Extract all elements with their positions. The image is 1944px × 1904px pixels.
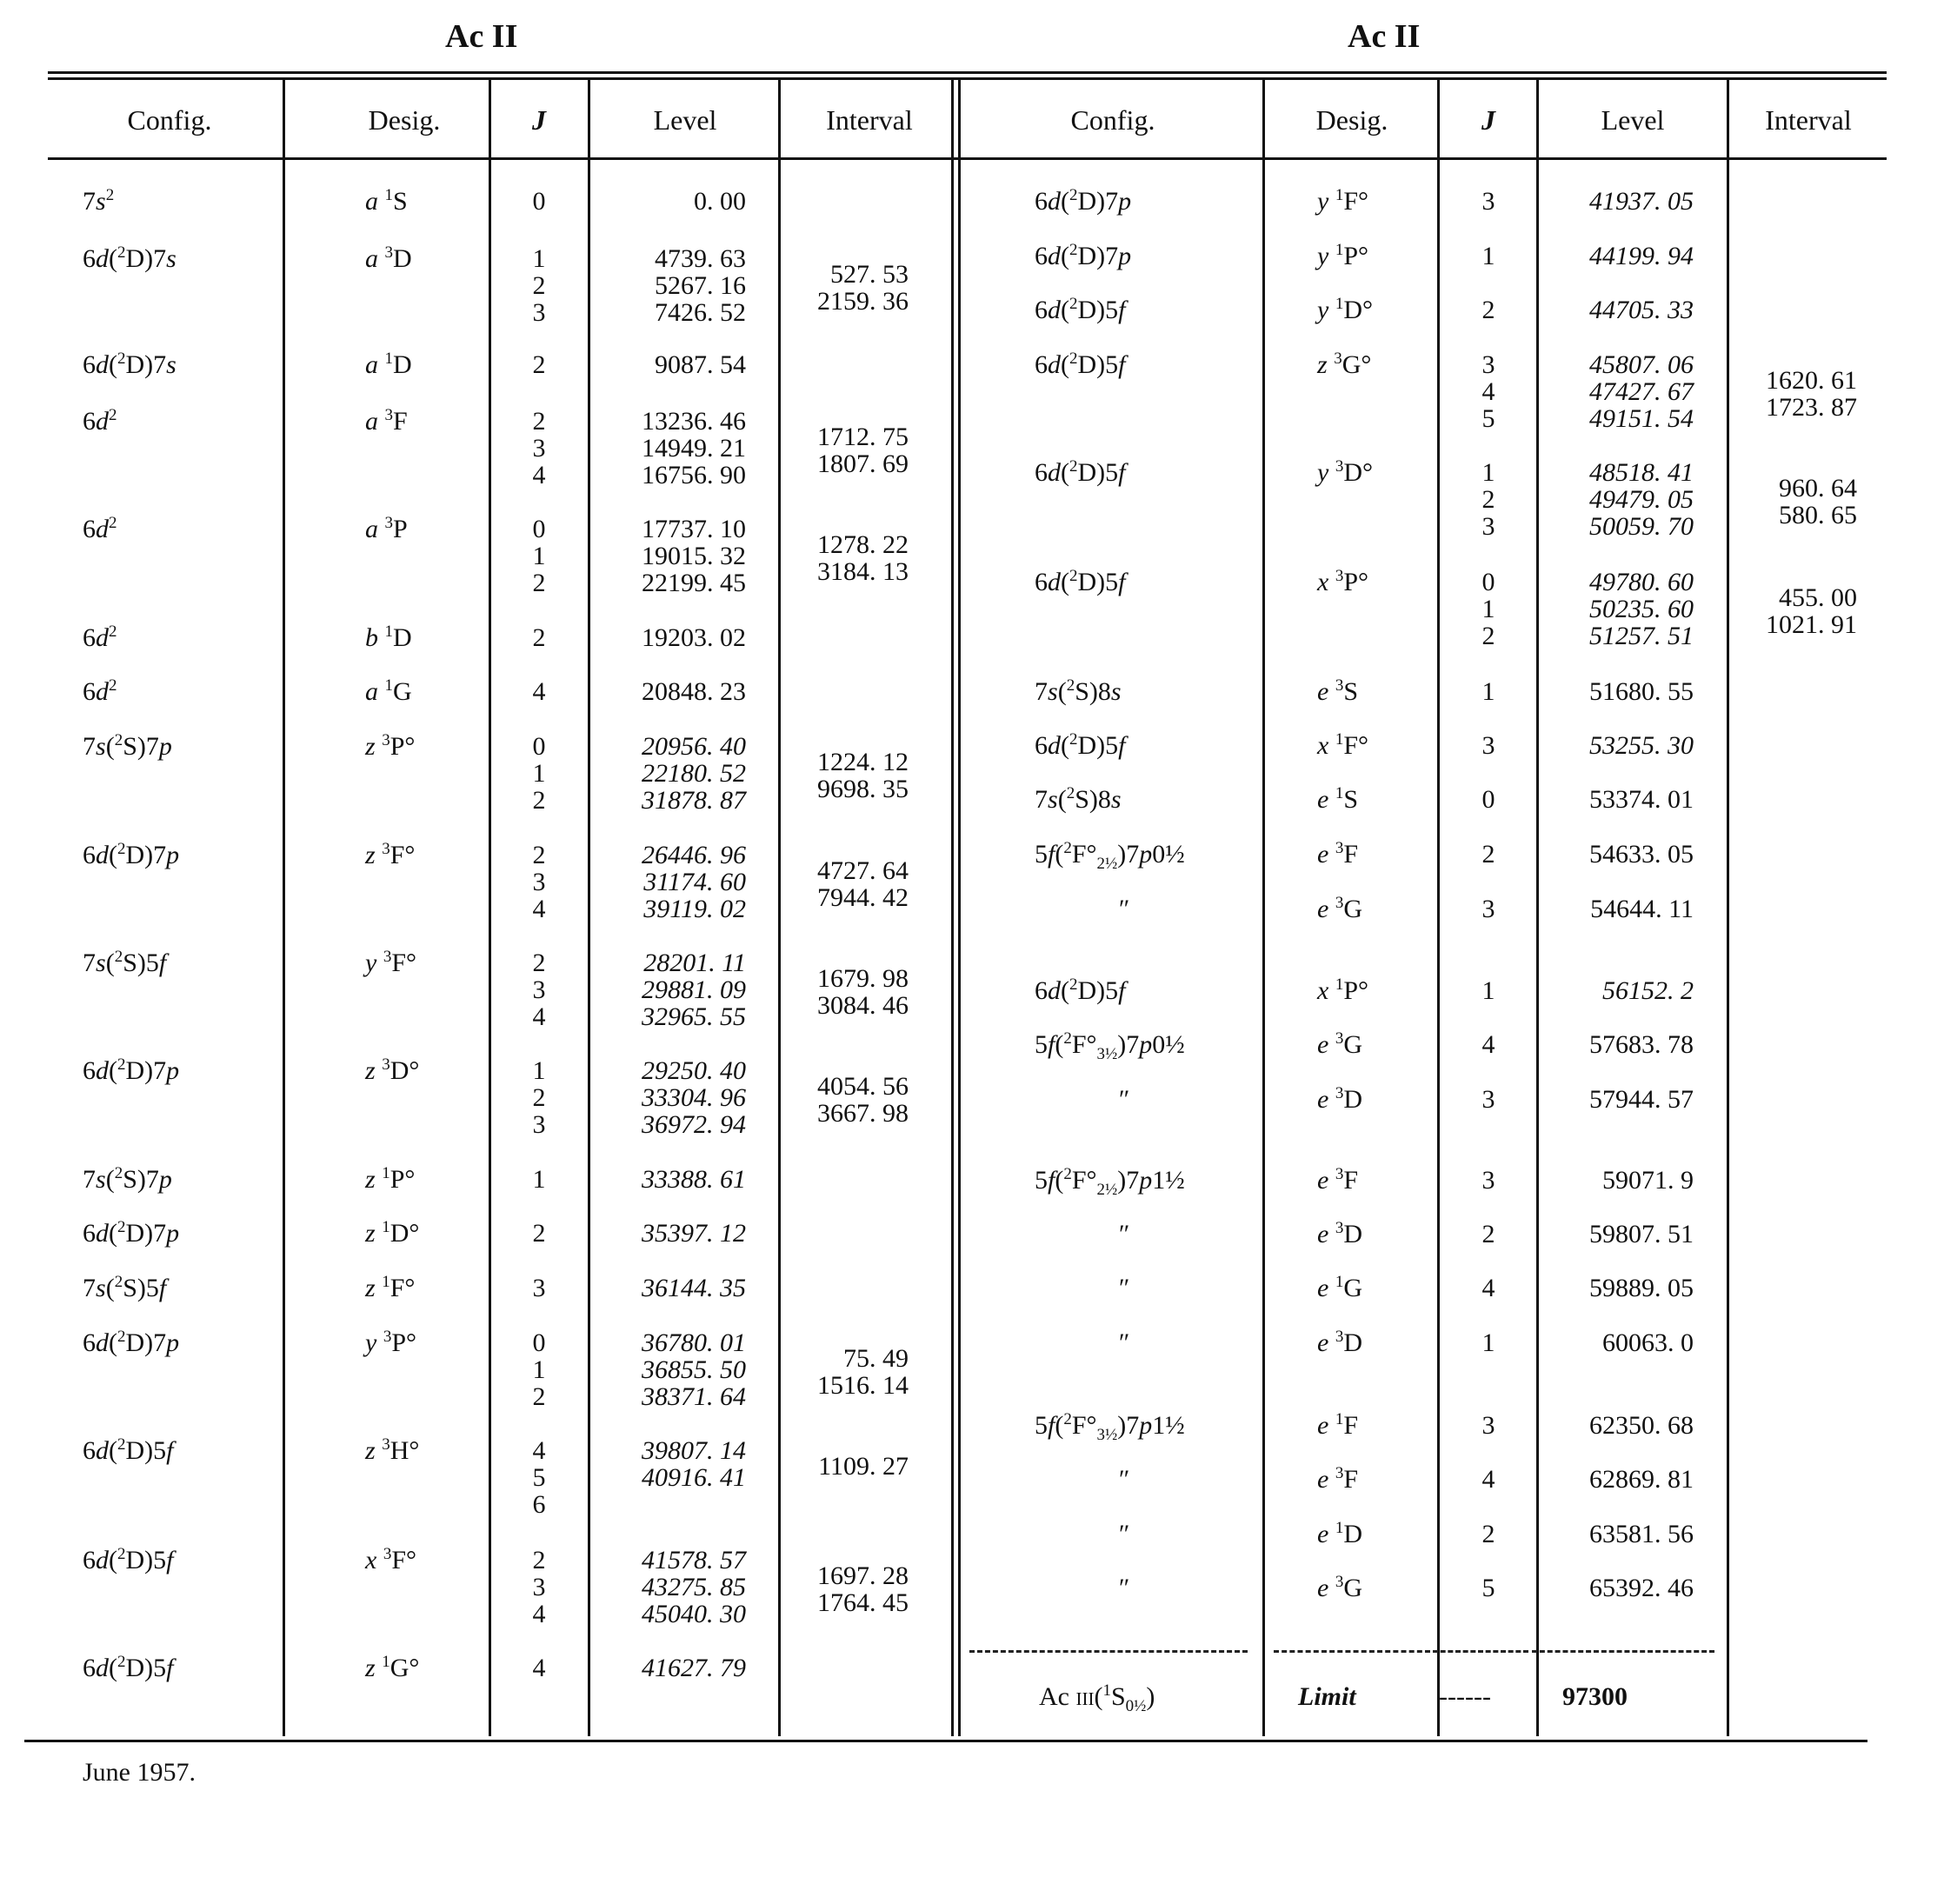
level-cell: 0. 00 [694,187,746,216]
j-cell: 1 [1481,976,1495,1005]
limit-level: 97300 [1562,1682,1628,1711]
interval-cell: 75. 49 1516. 14 [817,1344,909,1400]
j-cell: 3 4 5 [1481,350,1495,433]
j-cell: 2 [532,350,546,379]
interval-cell: 4054. 56 3667. 98 [817,1072,909,1128]
designation-cell: x $^1$P° [1317,975,1369,1005]
designation-cell: e $^3$F [1317,1464,1359,1494]
level-cell: 13236. 46 14949. 21 16756. 90 [642,407,746,489]
designation-cell: e $^3$D [1317,1328,1362,1357]
level-cell: 56152. 2 [1602,976,1694,1005]
j-cell: 2 [1481,296,1495,324]
designation-cell: e $^3$G [1317,894,1362,923]
designation-cell: e $^3$F [1317,839,1359,869]
limit-j: ------ [1439,1682,1491,1711]
j-cell: 3 [1481,187,1495,216]
level-cell: 57944. 57 [1589,1085,1694,1114]
designation-cell: a $^3$F [365,406,408,436]
config-cell: ″ [1117,1274,1128,1302]
col-sep [489,80,491,1736]
config-cell: $6d^2$ [83,514,117,543]
limit-desig: Limit [1298,1682,1356,1711]
j-cell: 3 [532,1274,546,1302]
config-cell: $6d^2$ [83,622,117,652]
config-cell: 6d($^2$D)7s [83,350,176,379]
level-cell: 62869. 81 [1589,1465,1694,1494]
config-cell: 6d($^2$D)5f [1035,975,1126,1005]
config-cell: 6d($^2$D)5f [83,1653,174,1682]
j-cell: 4 5 6 [532,1436,546,1519]
limit-dash [969,1650,1248,1653]
interval-cell: 455. 00 1021. 91 [1766,583,1857,639]
j-cell: 0 [532,187,546,216]
level-cell: 20848. 23 [642,677,746,706]
config-cell: 6d($^2$D)7p [83,840,180,869]
j-cell: 1 2 3 [1481,458,1495,541]
j-cell: 1 2 3 [532,244,546,327]
header-interval-right: Interval [1765,104,1852,136]
header-config-right: Config. [1070,104,1155,136]
config-cell: 7s($^2$S)8s [1035,676,1122,706]
config-cell: $5f(^2F^\circ_{2\frac{1}{2}})7p0\frac{1}{2}$ [1035,839,1185,873]
level-cell: 53374. 01 [1589,785,1694,814]
config-cell: ″ [1117,1085,1128,1114]
config-cell: ″ [1117,1328,1128,1357]
j-cell: 2 [1481,1220,1495,1248]
config-cell: ″ [1117,1574,1128,1602]
config-cell: 7s($^2$S)5f [83,948,167,977]
j-cell: 1 [532,1165,546,1194]
config-cell: 6d($^2$D)5f [83,1435,174,1465]
j-cell: 0 [1481,785,1495,814]
config-cell: 7s($^2$S)5f [83,1273,167,1302]
j-cell: 0 1 2 [532,515,546,597]
level-cell: 20956. 40 22180. 52 31878. 87 [642,732,746,815]
bottom-rule [24,1740,1867,1742]
level-cell: 17737. 10 19015. 32 22199. 45 [642,515,746,597]
j-cell: 4 [1481,1274,1495,1302]
designation-cell: y $^1$F° [1317,186,1369,216]
config-cell: ″ [1117,895,1128,923]
interval-cell: 4727. 64 7944. 42 [817,856,909,912]
j-cell: 4 [1481,1465,1495,1494]
level-cell: 49780. 60 50235. 60 51257. 51 [1589,568,1694,650]
config-cell: $5f(^2F^\circ_{3\frac{1}{2}})7p1\frac{1}{2}$ [1035,1410,1185,1444]
col-sep [1727,80,1729,1736]
designation-cell: a $^1$D [365,350,412,379]
level-cell: 35397. 12 [642,1219,746,1248]
header-level-left: Level [653,104,717,136]
config-cell: $6d^2$ [83,676,117,706]
designation-cell: z $^3$D° [365,1055,420,1085]
designation-cell: z $^3$P° [365,731,416,761]
limit-config: Ac $iii(^1S_{0\frac{1}{2}})$ [1039,1681,1155,1715]
interval-cell: 1109. 27 [818,1452,909,1481]
col-sep-double-2 [958,80,961,1736]
j-cell: 2 [532,1219,546,1248]
config-cell: 6d($^2$D)7p [83,1328,180,1357]
designation-cell: e $^1$D [1317,1519,1362,1548]
level-cell: 33388. 61 [642,1165,746,1194]
j-cell: 3 [1481,895,1495,923]
designation-cell: e $^3$G [1317,1029,1362,1059]
page-title-left: Ac II [445,18,518,55]
j-cell: 3 [1481,1411,1495,1440]
interval-cell: 1679. 98 3084. 46 [817,964,909,1020]
j-cell: 2 [532,623,546,652]
j-cell: 1 [1481,1328,1495,1357]
designation-cell: a $^3$D [365,243,412,273]
config-cell: 6d($^2$D)5f [1035,730,1126,760]
j-cell: 4 [1481,1030,1495,1059]
config-cell: 6d($^2$D)5f [1035,567,1126,596]
config-cell: ″ [1117,1465,1128,1494]
j-cell: 3 [1481,731,1495,760]
j-cell: 2 3 4 [532,841,546,923]
level-cell: 48518. 41 49479. 05 50059. 70 [1589,458,1694,541]
top-rule-1 [48,71,1887,74]
col-sep-double-1 [951,80,954,1736]
designation-cell: y $^1$D° [1317,295,1373,324]
level-cell: 41627. 79 [642,1654,746,1682]
config-cell: 7s($^2$S)8s [1035,784,1122,814]
level-cell: 59071. 9 [1602,1166,1694,1195]
config-cell: $6d^2$ [83,406,117,436]
designation-cell: e $^3$D [1317,1219,1362,1248]
j-cell: 1 2 3 [532,1056,546,1139]
config-cell: $5f(^2F^\circ_{2\frac{1}{2}})7p1\frac{1}{2}$ [1035,1165,1185,1199]
interval-cell: 527. 53 2159. 36 [817,260,909,316]
designation-cell: a $^1$S [365,186,408,216]
header-interval-left: Interval [826,104,913,136]
designation-cell: x $^1$F° [1317,730,1369,760]
header-desig-right: Desig. [1315,104,1388,136]
level-cell: 29250. 40 33304. 96 36972. 94 [642,1056,746,1139]
limit-dash [1433,1650,1528,1653]
designation-cell: e $^3$F [1317,1165,1359,1195]
config-cell: 7s($^2$S)7p [83,731,172,761]
j-cell: 3 [1481,1085,1495,1114]
level-cell: 41937. 05 [1589,187,1694,216]
col-sep [1536,80,1539,1736]
level-cell: 39807. 14 40916. 41 [642,1436,746,1492]
designation-cell: y $^1$P° [1317,241,1369,270]
header-j-left: J [532,104,546,136]
config-cell: 6d($^2$D)5f [83,1545,174,1574]
level-cell: 9087. 54 [655,350,746,379]
level-cell: 36780. 01 36855. 50 38371. 64 [642,1328,746,1411]
interval-cell: 1224. 12 9698. 35 [817,748,909,803]
top-rule-2 [48,77,1887,80]
header-level-right: Level [1601,104,1665,136]
level-cell: 65392. 46 [1589,1574,1694,1602]
j-cell: 2 3 4 [532,407,546,489]
interval-cell: 960. 64 580. 65 [1779,474,1857,529]
j-cell: 2 [1481,840,1495,869]
designation-cell: y $^3$P° [365,1328,417,1357]
j-cell: 0 1 2 [532,732,546,815]
interval-cell: 1697. 28 1764. 45 [817,1561,909,1617]
config-cell: 6d($^2$D)7p [1035,241,1132,270]
level-cell: 54644. 11 [1590,895,1694,923]
interval-cell: 1278. 22 3184. 13 [817,530,909,586]
footer-date: June 1957. [83,1758,196,1787]
col-sep [588,80,590,1736]
col-sep [283,80,285,1736]
level-cell: 60063. 0 [1602,1328,1694,1357]
config-cell: 6d($^2$D)5f [1035,350,1126,379]
j-cell: 3 [1481,1166,1495,1195]
j-cell: 4 [532,1654,546,1682]
config-cell: 6d($^2$D)7p [1035,186,1132,216]
designation-cell: x $^3$P° [1317,567,1369,596]
designation-cell: z $^3$F° [365,840,416,869]
level-cell: 54633. 05 [1589,840,1694,869]
j-cell: 1 [1481,677,1495,706]
level-cell: 45807. 06 47427. 67 49151. 54 [1589,350,1694,433]
level-cell: 51680. 55 [1589,677,1694,706]
level-cell: 44705. 33 [1589,296,1694,324]
designation-cell: z $^1$G° [365,1653,420,1682]
level-cell: 59807. 51 [1589,1220,1694,1248]
j-cell: 2 3 4 [532,1546,546,1628]
designation-cell: z $^1$P° [365,1164,416,1194]
designation-cell: a $^1$G [365,676,412,706]
designation-cell: z $^3$G° [1317,350,1372,379]
j-cell: 2 3 4 [532,949,546,1031]
designation-cell: e $^3$D [1317,1084,1362,1114]
level-cell: 19203. 02 [642,623,746,652]
col-sep [778,80,781,1736]
config-cell: ″ [1117,1520,1128,1548]
designation-cell: z $^3$H° [365,1435,420,1465]
header-j-right: J [1481,104,1495,136]
designation-cell: e $^3$G [1317,1573,1362,1602]
config-cell: 6d($^2$D)7s [83,243,176,273]
col-sep [1262,80,1265,1736]
j-cell: 2 [1481,1520,1495,1548]
designation-cell: a $^3$P [365,514,408,543]
config-cell: 6d($^2$D)7p [83,1055,180,1085]
level-cell: 44199. 94 [1589,242,1694,270]
config-cell: 7s($^2$S)7p [83,1164,172,1194]
limit-dash [1532,1650,1714,1653]
designation-cell: x $^3$F° [365,1545,417,1574]
config-cell: 6d($^2$D)7p [83,1218,180,1248]
designation-cell: e $^3$S [1317,676,1359,706]
level-cell: 53255. 30 [1589,731,1694,760]
level-cell: 36144. 35 [642,1274,746,1302]
level-cell: 63581. 56 [1589,1520,1694,1548]
designation-cell: e $^1$F [1317,1410,1359,1440]
header-config-left: Config. [127,104,212,136]
config-cell: $5f(^2F^\circ_{3\frac{1}{2}})7p0\frac{1}{2}$ [1035,1029,1185,1063]
col-sep [1437,80,1440,1736]
level-cell: 26446. 96 31174. 60 39119. 02 [642,841,746,923]
interval-cell: 1620. 61 1723. 87 [1766,366,1857,422]
level-cell: 4739. 63 5267. 16 7426. 52 [655,244,746,327]
limit-dash [1274,1650,1430,1653]
designation-cell: e $^1$G [1317,1273,1362,1302]
designation-cell: z $^1$D° [365,1218,420,1248]
config-cell: 6d($^2$D)5f [1035,457,1126,487]
page-title-right: Ac II [1348,18,1421,55]
header-rule [48,157,1887,160]
designation-cell: z $^1$F° [365,1273,416,1302]
j-cell: 4 [532,677,546,706]
j-cell: 0 1 2 [532,1328,546,1411]
j-cell: 5 [1481,1574,1495,1602]
designation-cell: b $^1$D [365,622,412,652]
level-cell: 41578. 57 43275. 85 45040. 30 [642,1546,746,1628]
interval-cell: 1712. 75 1807. 69 [817,423,909,478]
designation-cell: y $^3$F° [365,948,417,977]
level-cell: 59889. 05 [1589,1274,1694,1302]
j-cell: 1 [1481,242,1495,270]
config-cell: 6d($^2$D)5f [1035,295,1126,324]
level-cell: 28201. 11 29881. 09 32965. 55 [642,949,746,1031]
level-cell: 62350. 68 [1589,1411,1694,1440]
j-cell: 0 1 2 [1481,568,1495,650]
config-cell: ″ [1117,1220,1128,1248]
config-cell: $7s^2$ [83,186,115,216]
designation-cell: y $^3$D° [1317,457,1373,487]
level-cell: 57683. 78 [1589,1030,1694,1059]
designation-cell: e $^1$S [1317,784,1359,814]
header-desig-left: Desig. [368,104,441,136]
